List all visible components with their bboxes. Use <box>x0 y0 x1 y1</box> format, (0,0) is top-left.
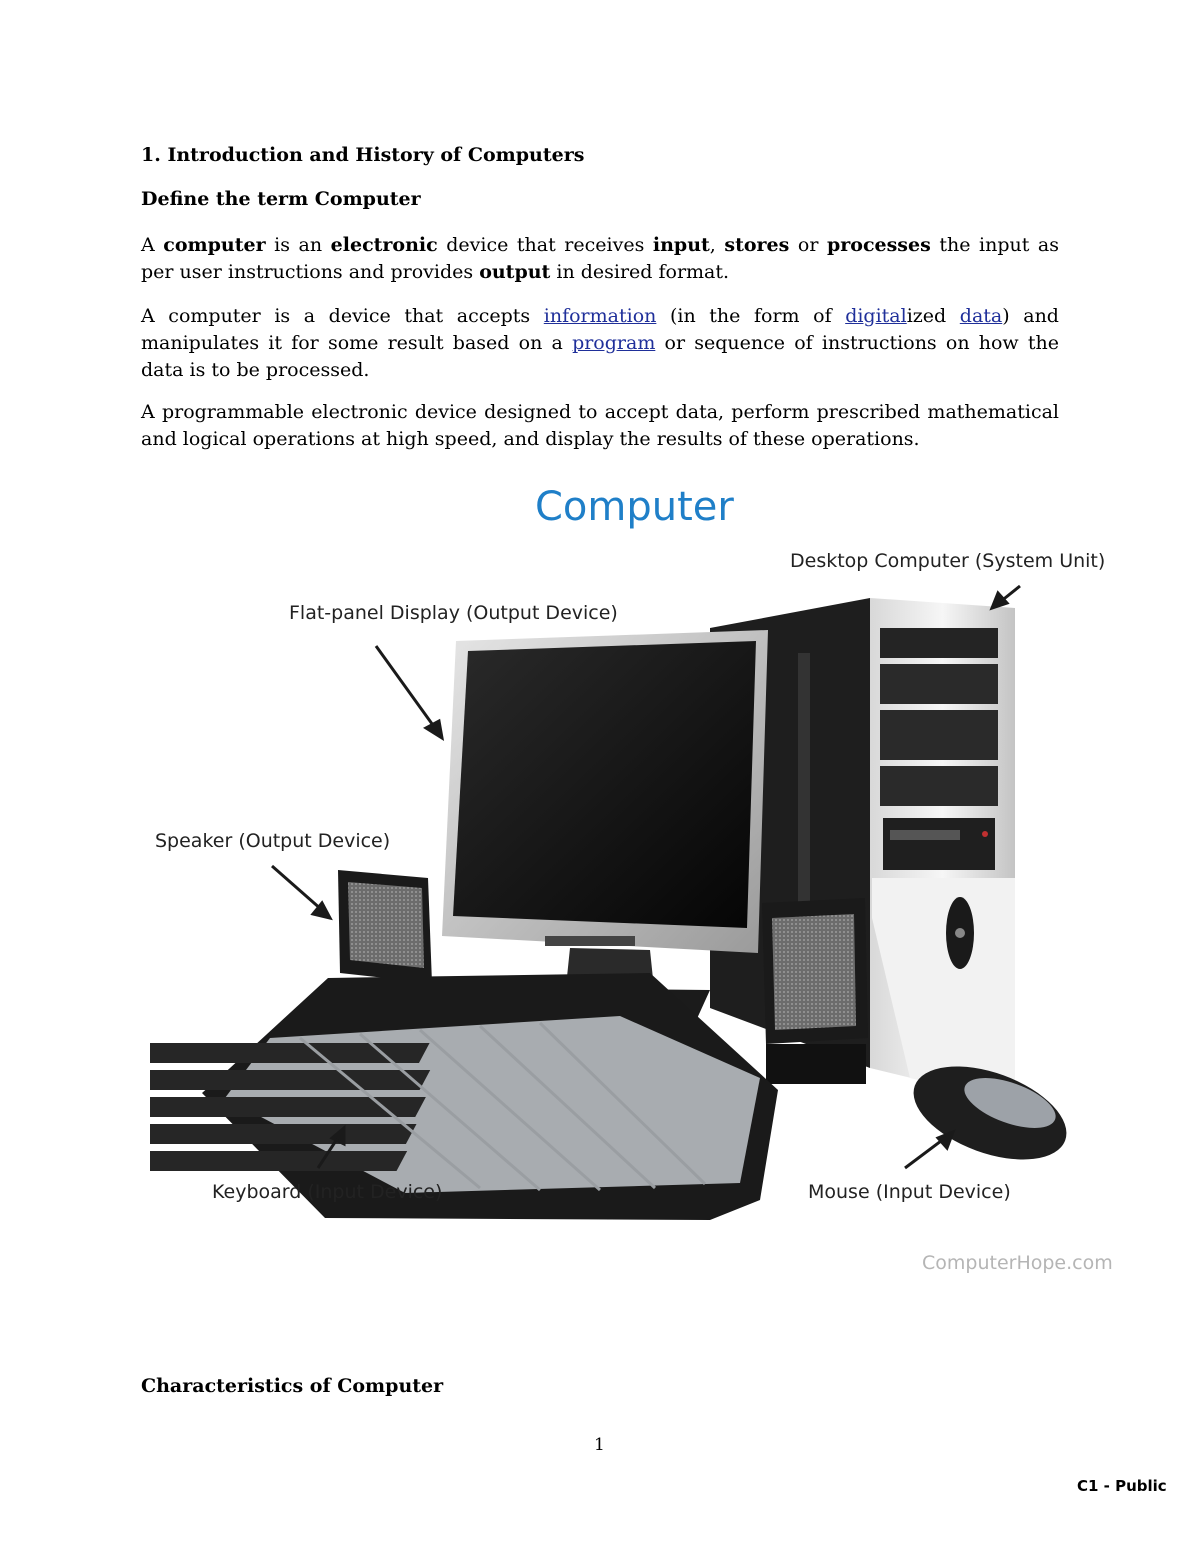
watermark: ComputerHope.com <box>922 1252 1113 1274</box>
figure-title: Computer <box>535 484 734 530</box>
computer-illustration <box>150 478 1150 1288</box>
page-number: 1 <box>594 1435 605 1455</box>
section-heading: 1. Introduction and History of Computers <box>141 144 585 166</box>
right-speaker <box>762 898 868 1084</box>
computer-diagram-figure <box>150 478 1150 1288</box>
classification-label: C1 - Public <box>1077 1477 1167 1495</box>
paragraph-definition-2: A computer is a device that accepts information (in the form of digitalized data) and manipulates it for some result based on a program or sequence of instructions on how the data is to be processed. <box>141 305 1059 381</box>
label-speaker: Speaker (Output Device) <box>155 830 391 852</box>
link-program[interactable]: program <box>572 332 656 354</box>
label-mouse: Mouse (Input Device) <box>808 1181 1011 1203</box>
left-speaker <box>338 870 432 983</box>
link-data[interactable]: data <box>959 305 1003 327</box>
link-digital[interactable]: digital <box>845 305 907 327</box>
link-information[interactable]: information <box>543 305 657 327</box>
label-keyboard: Keyboard (Input Device) <box>212 1181 443 1203</box>
label-system-unit: Desktop Computer (System Unit) <box>790 550 1106 572</box>
paragraph-definition-1: A computer is an electronic device that receives input, stores or processes the input as per user instructions and provides output in desired format. <box>141 234 1059 283</box>
label-display: Flat-panel Display (Output Device) <box>289 602 618 624</box>
paragraph-definition-3: A programmable electronic device designed to accept data, perform prescribed mathematical and logical operations at high speed, and display the results of these operations. <box>141 401 1059 450</box>
subheading-define-computer: Define the term Computer <box>141 188 421 210</box>
subheading-characteristics: Characteristics of Computer <box>141 1375 444 1397</box>
